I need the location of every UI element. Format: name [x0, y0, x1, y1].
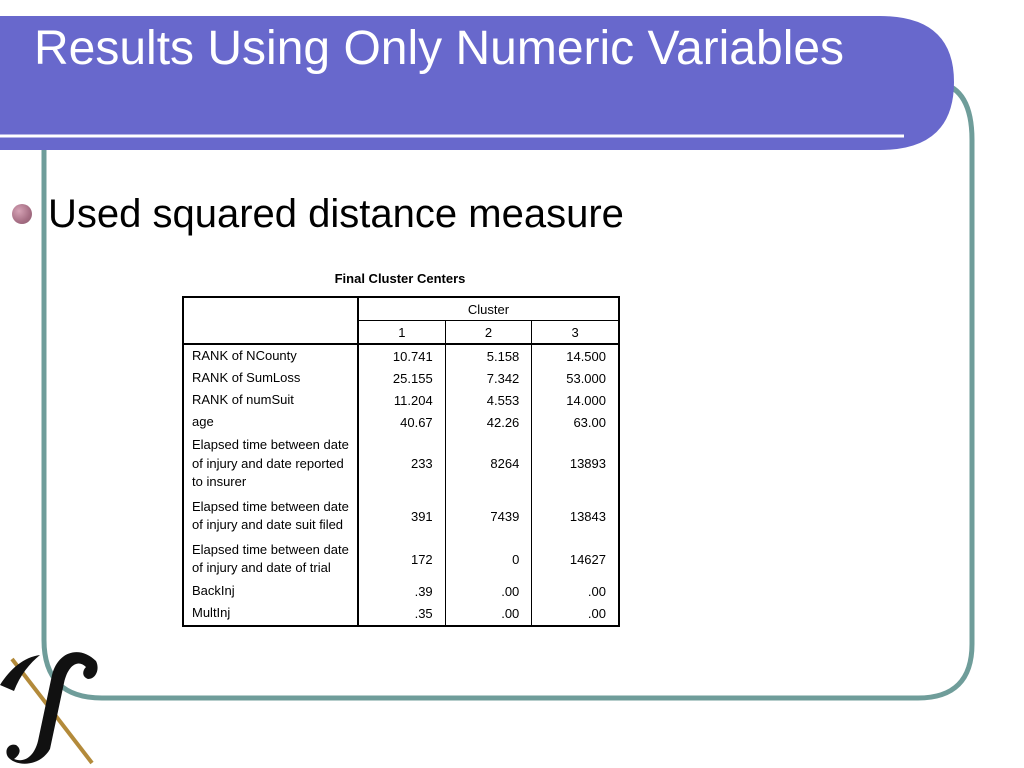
- table-corner-cell: [183, 297, 358, 344]
- cell-value: .35: [358, 603, 445, 626]
- row-label: Elapsed time between date of injury and date of trial: [183, 538, 358, 581]
- table-row: [183, 411, 619, 433]
- column-header-2: 2: [445, 321, 532, 345]
- cell-value: 25.155: [358, 367, 445, 389]
- cell-value: 7.342: [445, 367, 532, 389]
- cell-value: 11.204: [358, 389, 445, 411]
- cluster-centers-table: [182, 296, 620, 627]
- table-title: Final Cluster Centers: [334, 271, 466, 286]
- table-row: [183, 367, 619, 389]
- table-row: [183, 581, 619, 603]
- row-label: RANK of numSuit: [183, 389, 358, 411]
- cluster-group-header: Cluster: [358, 297, 619, 321]
- cell-value: 13893: [532, 433, 619, 495]
- cell-value: 172: [358, 538, 445, 581]
- integral-logo: [0, 645, 110, 768]
- cell-value: 14.000: [532, 389, 619, 411]
- cell-value: 233: [358, 433, 445, 495]
- table-row: [183, 433, 619, 495]
- cell-value: 10.741: [358, 344, 445, 367]
- row-label: Elapsed time between date of injury and date suit filed: [183, 495, 358, 538]
- cell-value: .39: [358, 581, 445, 603]
- row-label: MultInj: [183, 603, 358, 626]
- cell-value: 13843: [532, 495, 619, 538]
- cell-value: 63.00: [532, 411, 619, 433]
- table-row: [183, 344, 619, 367]
- table-row: [183, 389, 619, 411]
- cell-value: .00: [532, 603, 619, 626]
- cell-value: 4.553: [445, 389, 532, 411]
- bullet-icon: [12, 204, 32, 224]
- table-header-row: [183, 297, 619, 321]
- table-row: [183, 538, 619, 581]
- cell-value: .00: [445, 603, 532, 626]
- cell-value: 53.000: [532, 367, 619, 389]
- row-label: age: [183, 411, 358, 433]
- cell-value: 8264: [445, 433, 532, 495]
- bullet-item: [12, 190, 624, 238]
- table-row: [183, 603, 619, 626]
- column-header-3: 3: [532, 321, 619, 345]
- table-row: [183, 495, 619, 538]
- slide-title: Results Using Only Numeric Variables: [34, 22, 845, 75]
- cell-value: 0: [445, 538, 532, 581]
- row-label: BackInj: [183, 581, 358, 603]
- cell-value: 42.26: [445, 411, 532, 433]
- row-label: RANK of NCounty: [183, 344, 358, 367]
- cell-value: .00: [445, 581, 532, 603]
- column-header-1: 1: [358, 321, 445, 345]
- bullet-text: Used squared distance measure: [48, 192, 624, 236]
- cell-value: 7439: [445, 495, 532, 538]
- cell-value: .00: [532, 581, 619, 603]
- cell-value: 14627: [532, 538, 619, 581]
- row-label: RANK of SumLoss: [183, 367, 358, 389]
- cell-value: 40.67: [358, 411, 445, 433]
- cell-value: 14.500: [532, 344, 619, 367]
- cell-value: 391: [358, 495, 445, 538]
- cell-value: 5.158: [445, 344, 532, 367]
- row-label: Elapsed time between date of injury and date reported to insurer: [183, 433, 358, 495]
